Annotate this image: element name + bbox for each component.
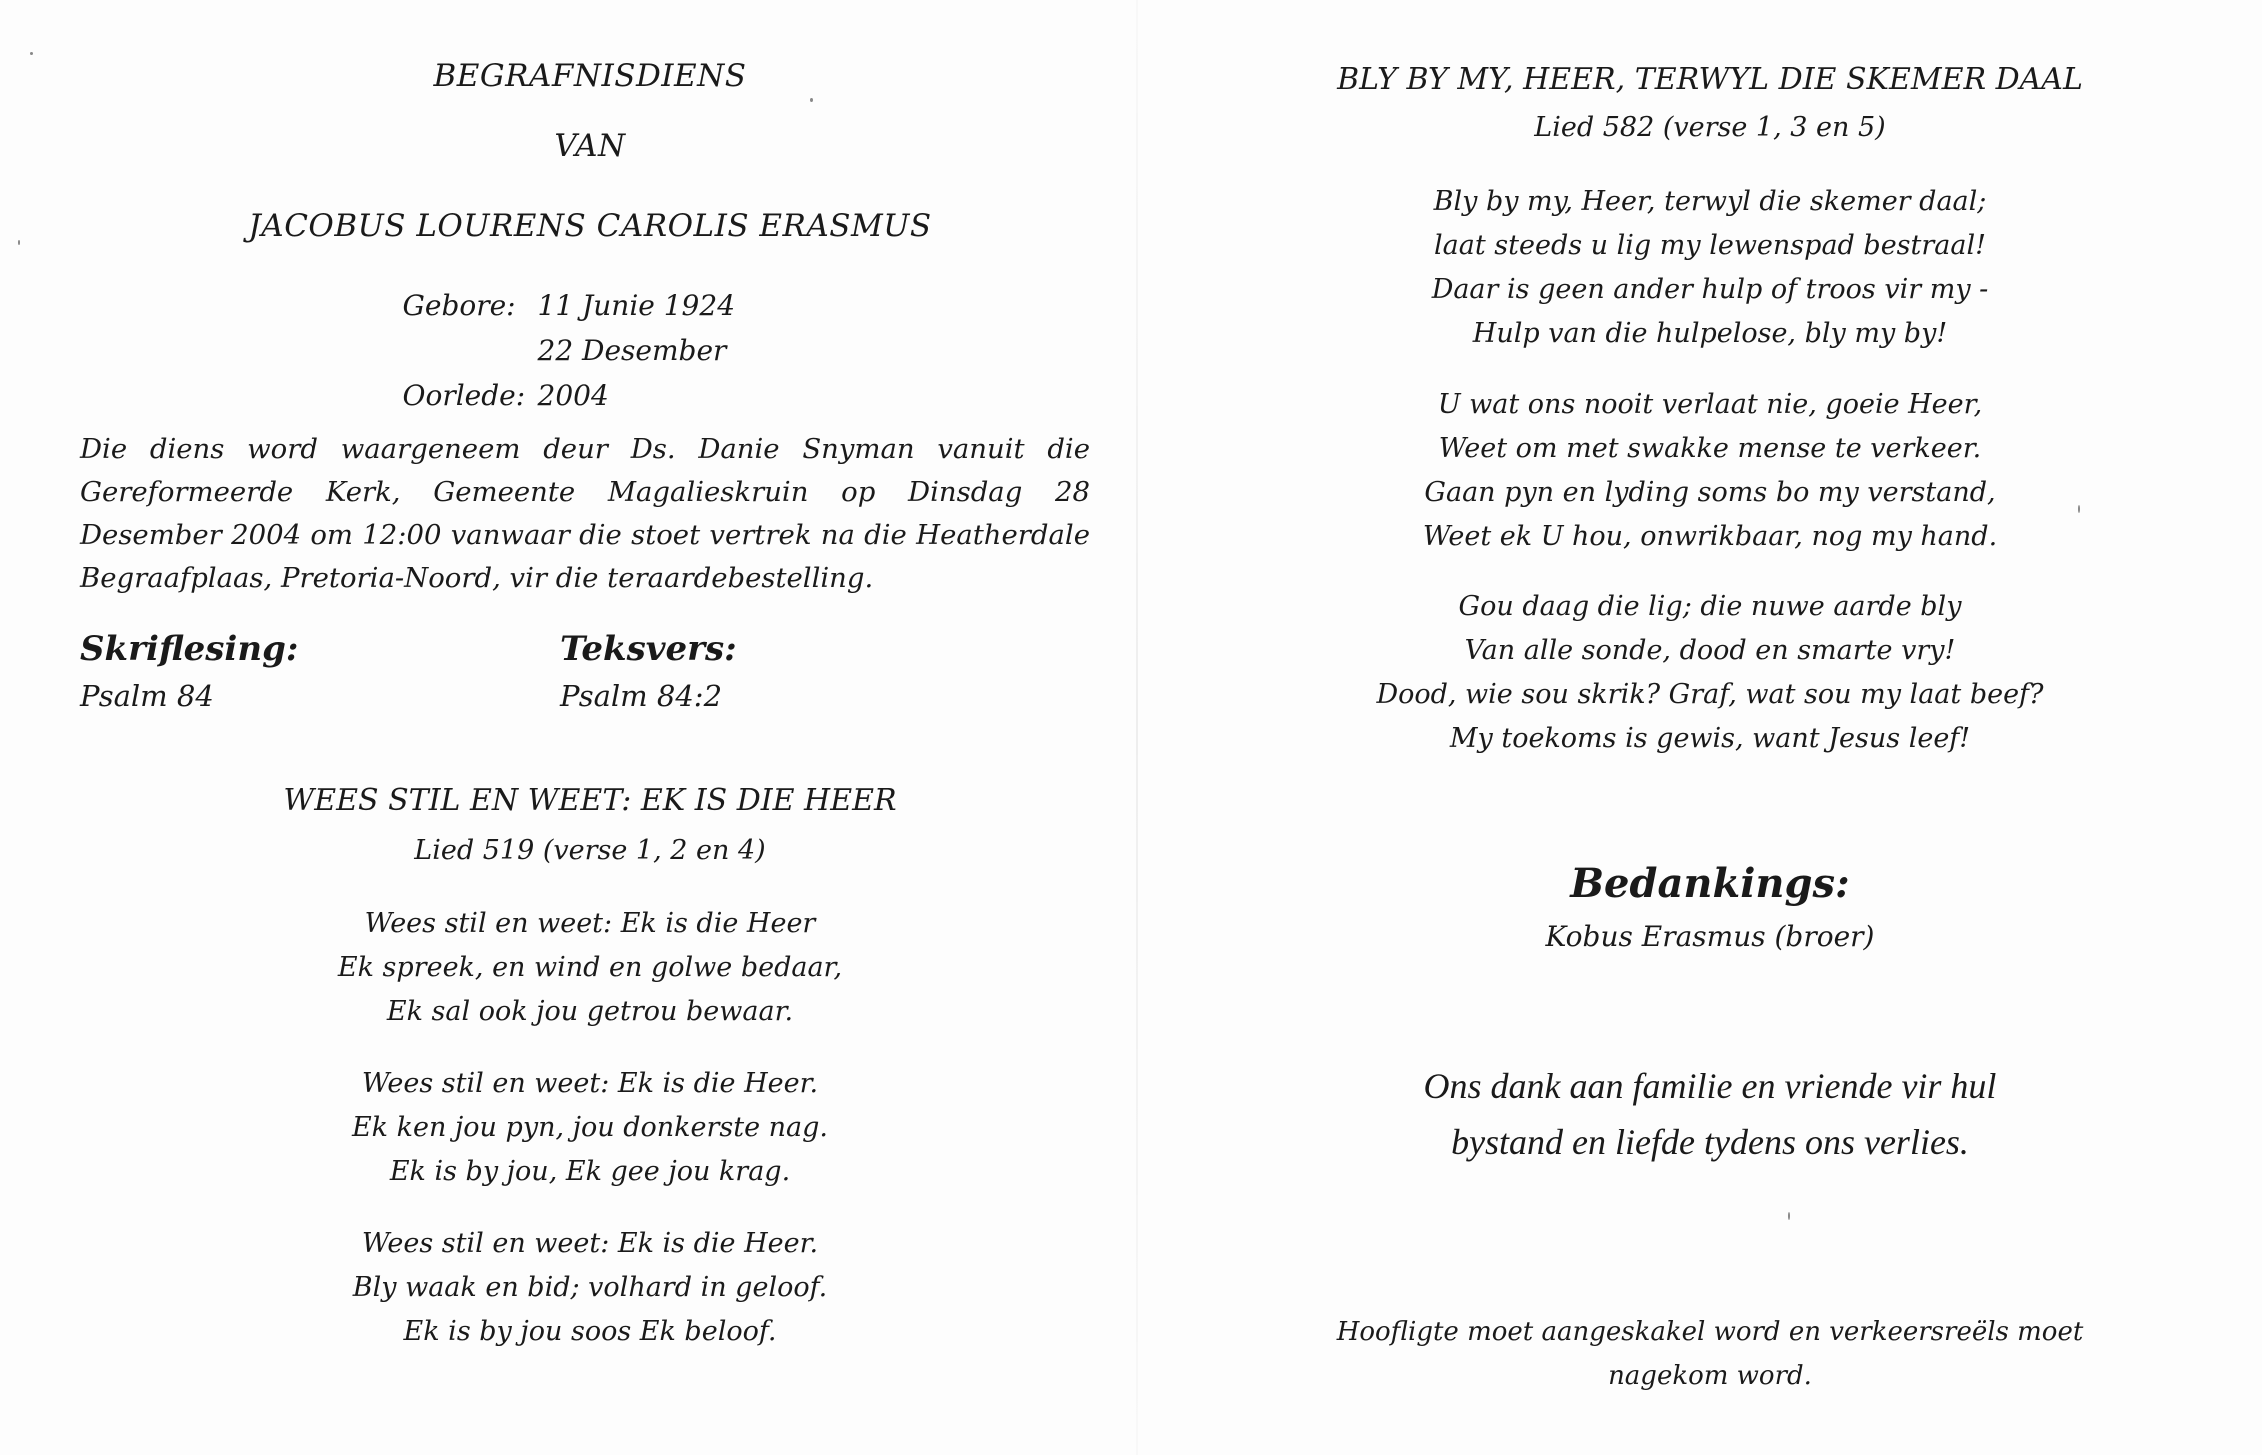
verse-line: Wees stil en weet: Ek is die Heer.: [361, 1228, 819, 1259]
scan-speck: [810, 98, 813, 102]
hymn-title: BLY BY MY, HEER, TERWYL DIE SKEMER DAAL: [1337, 62, 2083, 97]
text-verse-value: Psalm 84:2: [560, 679, 723, 713]
scripture-reading: [80, 625, 340, 719]
scan-speck: [1788, 1212, 1790, 1220]
verse-line: Bly waak en bid; volhard in geloof.: [352, 1272, 828, 1303]
born-label: Gebore:: [402, 289, 516, 322]
headlights-notice: [1200, 1310, 2220, 1398]
service-title-of: VAN: [554, 128, 626, 164]
died-row: [80, 328, 1100, 418]
verse-line: Bly by my, Heer, terwyl die skemer daal;: [1433, 186, 1987, 217]
scripture-reading-label: Skriflesing:: [80, 629, 299, 669]
acknowledgements-speaker: Kobus Erasmus (broer): [1545, 920, 1875, 953]
hymn-title: WEES STIL EN WEET: EK IS DIE HEER: [283, 783, 897, 818]
scan-speck: [18, 240, 20, 245]
verse-line: Wees stil en weet: Ek is die Heer.: [361, 1068, 819, 1099]
verse-line: Dood, wie sou skrik? Graf, wat sou my laat beef?: [1376, 679, 2044, 710]
verse-line: Ek sal ook jou getrou bewaar.: [386, 996, 794, 1027]
verse-line: Weet om met swakke mense te verkeer.: [1438, 433, 1982, 464]
verse-line: Gaan pyn en lyding soms bo my verstand,: [1424, 477, 1996, 508]
verse-line: laat steeds u lig my lewenspad bestraal!: [1434, 230, 1986, 261]
verse-line: Daar is geen ander hulp of troos vir my -: [1431, 274, 1989, 305]
hymn-verse: [80, 902, 1100, 1034]
verse-line: My toekoms is gewis, want Jesus leef!: [1449, 723, 1971, 754]
verse-line: Ek ken jou pyn, jou donkerste nag.: [351, 1112, 829, 1143]
hymn-verse: [80, 1062, 1100, 1194]
life-dates: [80, 283, 1100, 418]
hymn-verse: [1200, 383, 2220, 559]
text-verse: [560, 625, 820, 719]
service-details: Die diens word waargeneem deur Ds. Danie Snyman vanuit die Gereformeerde Kerk, Gemeente Magalieskruin op Dinsdag 28 Desember 2004 om 12:00 vanwaar die stoet vertrek na die Heatherdale Begraafplaas, Pretoria-Noord, vir die teraardebestelling.: [80, 432, 1090, 594]
verse-line: Gou daag die lig; die nuwe aarde bly: [1458, 591, 1962, 622]
scripture-reading-value: Psalm 84: [80, 679, 214, 713]
verse-line: Van alle sonde, dood en smarte vry!: [1464, 635, 1956, 666]
verse-line: Ek is by jou, Ek gee jou krag.: [389, 1156, 791, 1187]
scan-speck: [30, 52, 33, 55]
thank-you-message: [1200, 1058, 2220, 1170]
hymn-verse: [1200, 180, 2220, 356]
died-date: 22 Desember 2004: [537, 334, 727, 412]
verse-line: Hulp van die hulpelose, bly my by!: [1472, 318, 1948, 349]
born-row: [80, 283, 1100, 328]
deceased-name: JACOBUS LOURENS CAROLIS ERASMUS: [248, 208, 932, 244]
page-fold: [1136, 0, 1138, 1455]
hymn-reference: Lied 582 (verse 1, 3 en 5): [1534, 112, 1886, 143]
thank-you-line: bystand en liefde tydens ons verlies.: [1451, 1122, 1969, 1162]
died-label: Oorlede:: [402, 379, 526, 412]
hymn-verse: [1200, 585, 2220, 761]
verse-line: Ek is by jou soos Ek beloof.: [403, 1316, 777, 1347]
verse-line: Weet ek U hou, onwrikbaar, nog my hand.: [1422, 521, 1998, 552]
hymn-verse: [80, 1222, 1100, 1354]
verse-line: Ek spreek, en wind en golwe bedaar,: [337, 952, 843, 983]
thank-you-line: Ons dank aan familie en vriende vir hul: [1423, 1066, 1997, 1106]
acknowledgements-heading: Bedankings:: [1570, 860, 1850, 907]
scan-speck: [2078, 505, 2080, 513]
born-date: 11 Junie 1924: [537, 289, 736, 322]
verse-line: Wees stil en weet: Ek is die Heer: [364, 908, 816, 939]
service-title: BEGRAFNISDIENS: [433, 58, 747, 94]
notice-line: Hoofligte moet aangeskakel word en verkeersreëls moet: [1336, 1317, 2084, 1347]
hymn-reference: Lied 519 (verse 1, 2 en 4): [414, 835, 766, 866]
text-verse-label: Teksvers:: [560, 629, 737, 669]
notice-line: nagekom word.: [1608, 1361, 1812, 1391]
verse-line: U wat ons nooit verlaat nie, goeie Heer,: [1437, 389, 1983, 420]
